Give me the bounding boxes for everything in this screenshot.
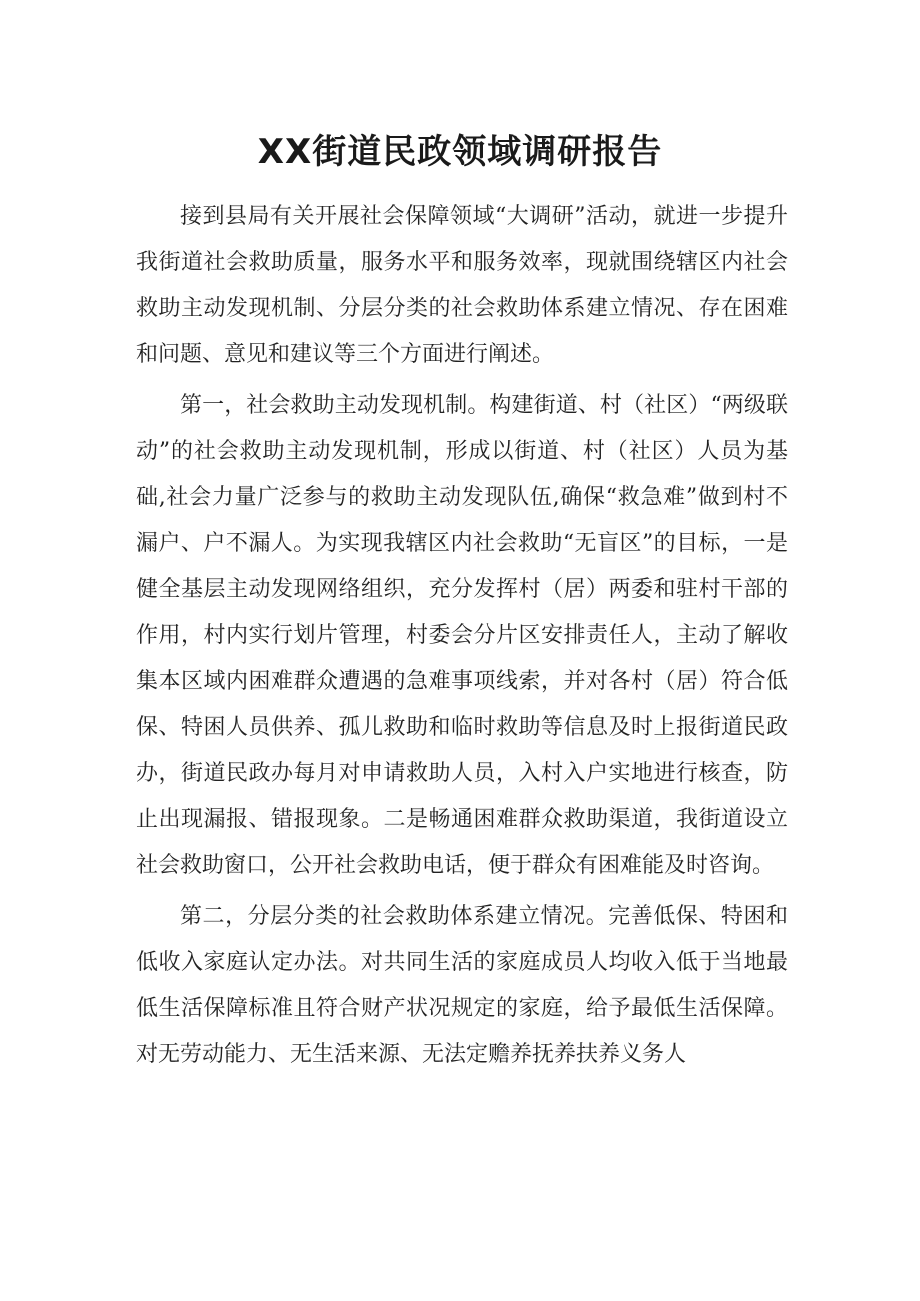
document-title: XX街道民政领域调研报告 — [257, 132, 663, 172]
paragraph-intro: 接到县局有关开展社会保障领域“大调研”活动，就进一步提升我街道社会救助质量，服务水平和服务效率，现就围绕辖区内社会救助主动发现机制、分层分类的社会救助体系建立情况、存在困难和问题、意见和建议等三个方面进行阐述。 — [136, 204, 788, 367]
paragraph-section-two: 第二，分层分类的社会救助体系建立情况。完善低保、特困和低收入家庭认定办法。对共同生活的家庭成员人均收入低于当地最低生活保障标准且符合财产状况规定的家庭，给予最低生活保障。对无劳动能力、无生活来源、无法定赡养抚养扶养义务人 — [136, 904, 788, 1067]
paragraph-section-one: 第一，社会救助主动发现机制。构建街道、村（社区）“两级联动”的社会救助主动发现机制，形成以街道、村（社区）人员为基础,社会力量广泛参与的救助主动发现队伍,确保“救急难”做到村不漏户、户不漏人。为实现我辖区内社会救助“无盲区”的目标，一是健全基层主动发现网络组织，充分发挥村（居）两委和驻村干部的作用，村内实行划片管理，村委会分片区安排责任人，主动了解收集本区域内困难群众遭遇的急难事项线索，并对各村（居）符合低保、特困人员供养、孤儿救助和临时救助等信息及时上报街道民政办，街道民政办每月对申请救助人员，入村入户实地进行核查，防止出现漏报、错报现象。二是畅通困难群众救助渠道，我街道设立社会救助窗口，公开社会救助电话，便于群众有困难能及时咨询。 — [136, 393, 788, 878]
document-body — [136, 194, 788, 1083]
